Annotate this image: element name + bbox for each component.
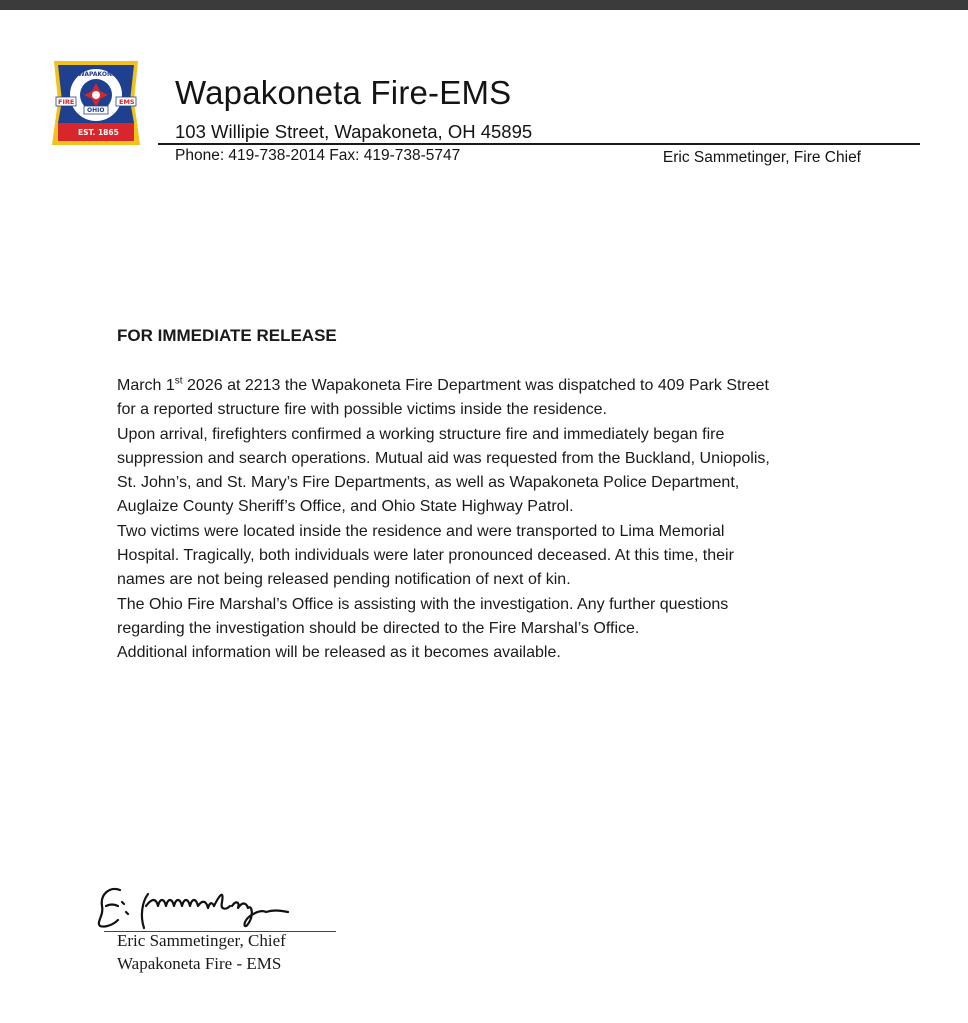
header-divider bbox=[158, 143, 920, 145]
body-line: Auglaize County Sheriff’s Office, and Ohio State Highway Patrol. bbox=[117, 498, 574, 516]
handwritten-signature bbox=[92, 876, 342, 936]
logo-right-text: EMS bbox=[119, 98, 135, 106]
logo-left-text: FIRE bbox=[58, 98, 75, 106]
body-line: March 1st 2026 at 2213 the Wapakoneta Fire Department was dispatched to 409 Park Street bbox=[117, 375, 769, 394]
body-line: Two victims were located inside the residence and were transported to Lima Memorial bbox=[117, 522, 725, 540]
body-line: Hospital. Tragically, both individuals were later pronounced deceased. At this time, their bbox=[117, 547, 734, 565]
release-title: FOR IMMEDIATE RELEASE bbox=[117, 326, 337, 345]
fire-chief: Eric Sammetinger, Fire Chief bbox=[662, 149, 861, 166]
body-line: The Ohio Fire Marshal’s Office is assisting with the investigation. Any further questions bbox=[117, 595, 729, 613]
logo-text-layer bbox=[48, 53, 144, 149]
body-line: Additional information will be released as it becomes available. bbox=[117, 644, 561, 662]
body-line: suppression and search operations. Mutual aid was requested from the Buckland, Uniopolis, bbox=[117, 449, 770, 467]
contact-info: Phone: 419-738-2014 Fax: 419-738-5747 bbox=[175, 147, 461, 164]
logo-est-text: EST. 1865 bbox=[78, 128, 119, 137]
release-body bbox=[117, 374, 877, 666]
signer-organization: Wapakoneta Fire - EMS bbox=[117, 954, 282, 973]
address: 103 Willipie Street, Wapakoneta, OH 45895 bbox=[175, 121, 533, 142]
body-line: for a reported structure fire with possible victims inside the residence. bbox=[117, 401, 607, 419]
body-line: St. John’s, and St. Mary’s Fire Departments, as well as Wapakoneta Police Department, bbox=[117, 474, 740, 492]
logo-center-text: OHIO bbox=[87, 107, 105, 114]
signer-name: Eric Sammetinger, Chief bbox=[117, 931, 286, 950]
body-line: Upon arrival, firefighters confirmed a working structure fire and immediately began fire bbox=[117, 425, 725, 443]
body-line: names are not being released pending notification of next of kin. bbox=[117, 571, 571, 589]
body-line: regarding the investigation should be directed to the Fire Marshal’s Office. bbox=[117, 619, 640, 637]
top-bar bbox=[0, 0, 968, 10]
logo-top-text: WAPAKONETA bbox=[78, 71, 125, 78]
org-name: Wapakoneta Fire-EMS bbox=[175, 74, 512, 111]
